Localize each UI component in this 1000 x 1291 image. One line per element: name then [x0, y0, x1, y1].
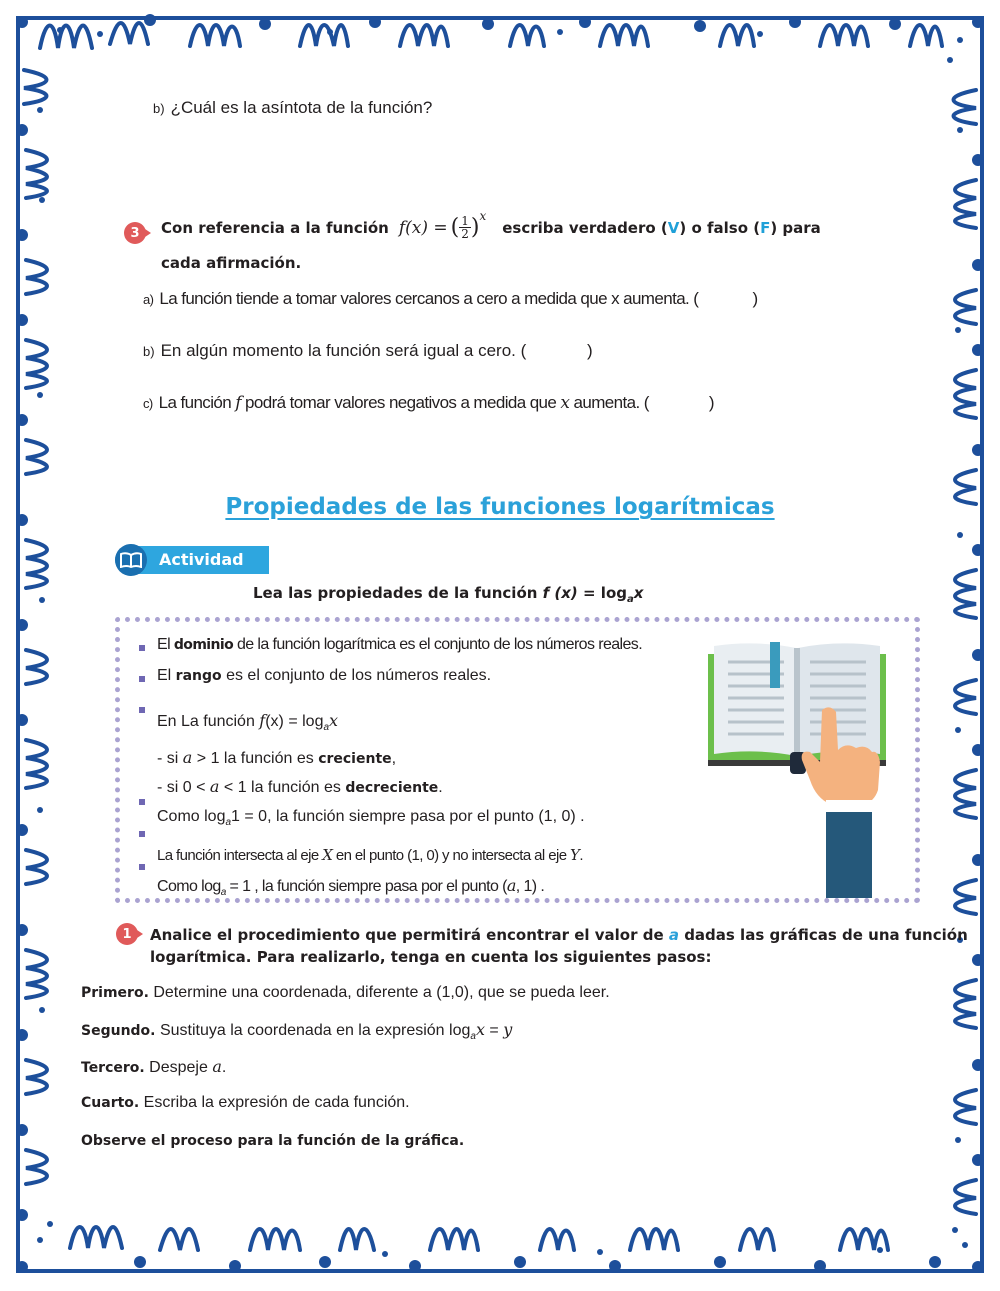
property-point-a-1	[157, 876, 544, 898]
property-point-a1-sub: a	[220, 887, 226, 899]
true-letter: V	[667, 218, 680, 237]
property-range-bold: rango	[175, 668, 222, 684]
property-range	[157, 667, 491, 685]
statement-b-close: )	[587, 341, 593, 360]
property-intersect-y: Y	[570, 846, 580, 864]
property-intersect	[157, 846, 583, 864]
statement-b	[143, 341, 593, 361]
question-b-text: ¿Cuál es la asíntota de la función?	[170, 98, 433, 117]
step-second-text: Sustituya la coordenada en la expresión log	[155, 1022, 471, 1039]
activity-label-text: Actividad	[159, 550, 244, 569]
property-point-a1-c: , 1) .	[515, 878, 545, 895]
exercise-1-line1-b: dadas las gráficas de una función	[678, 926, 968, 944]
step-first-text: Determine una coordenada, diferente a (1,0), que se pueda leer.	[148, 984, 610, 1001]
statement-c-letter: c)	[143, 396, 153, 411]
property-increasing-bold: creciente	[318, 751, 392, 767]
exercise-3-instruction-b: ) o falso (	[679, 218, 761, 237]
exercise-1-number: 1	[122, 926, 132, 942]
statement-c-x: x	[560, 393, 570, 413]
property-function-sub: a	[323, 722, 330, 734]
property-decreasing-var: a	[209, 777, 220, 796]
bullet	[139, 831, 145, 837]
activity-subtitle-x: x	[633, 584, 644, 602]
false-letter: F	[760, 218, 771, 237]
exercise-3-intro: Con referencia a la función	[161, 218, 389, 237]
step-second-label: Segundo.	[81, 1023, 156, 1039]
exercise-3-instruction-c: ) para	[770, 218, 821, 237]
step-third-end: .	[221, 1059, 227, 1076]
statement-c-text-b: podrá tomar valores negativos a medida que	[240, 393, 561, 412]
bullet	[139, 799, 145, 805]
statement-c	[143, 393, 714, 413]
property-domain-b: de la función logarítmica es el conjunto de los números reales.	[233, 636, 643, 653]
step-third-text: Despeje	[144, 1059, 213, 1076]
property-decreasing-c: .	[438, 779, 443, 796]
formula-exponent: x	[479, 208, 487, 223]
step-second-x: x	[475, 1020, 485, 1039]
property-point-a1-a: Como log	[157, 878, 221, 895]
closing-note	[81, 1132, 464, 1150]
property-increasing-b: > 1 la función es	[192, 750, 319, 767]
step-third	[81, 1057, 226, 1077]
exercise-1-badge	[116, 923, 138, 945]
exercise-3-badge	[124, 222, 146, 244]
step-third-label: Tercero.	[81, 1060, 145, 1076]
exercise-1-line2: logarítmica. Para realizarlo, tenga en cuenta los siguientes pasos:	[150, 948, 712, 966]
property-point-a1-var: a	[506, 876, 516, 895]
step-second-sub: a	[470, 1031, 476, 1043]
property-range-a: El	[157, 667, 176, 684]
statement-c-close: )	[708, 393, 714, 412]
exercise-1-line1	[150, 926, 968, 944]
statement-c-f: f	[235, 393, 241, 413]
property-decreasing	[157, 777, 443, 797]
property-increasing-c: ,	[391, 750, 397, 767]
exercise-3-instruction-a: escriba verdadero (	[502, 218, 668, 237]
statement-b-text: En algún momento la función será igual a cero. (	[160, 341, 527, 360]
statement-a	[143, 289, 758, 309]
activity-label	[115, 546, 269, 574]
step-third-var: a	[212, 1057, 222, 1076]
property-point-a: Como log	[157, 808, 226, 825]
property-function-b: (x) = log	[265, 713, 324, 730]
step-first	[81, 984, 610, 1002]
step-fourth	[81, 1094, 410, 1112]
closing-note-text: Observe el proceso para la función de la gráfica.	[81, 1133, 465, 1149]
formula-fraction	[459, 215, 471, 240]
property-domain-a: El	[157, 636, 174, 653]
question-b-letter: b)	[153, 101, 165, 116]
exercise-3-instruction-line2: cada afirmación.	[161, 254, 302, 272]
formula-fraction-num: 1	[461, 214, 469, 228]
statement-a-letter: a)	[143, 292, 154, 307]
activity-subtitle-a: Lea las propiedades de la función	[253, 584, 543, 602]
activity-subtitle	[253, 584, 643, 605]
property-decreasing-a: - si 0 <	[157, 779, 210, 796]
property-range-b: es el conjunto de los números reales.	[221, 667, 492, 684]
formula-fraction-den: 2	[461, 227, 469, 241]
property-increasing-a: - si	[157, 750, 183, 767]
statement-c-text-a: La función	[158, 393, 236, 412]
step-second-y: y	[503, 1020, 513, 1039]
property-increasing-var: a	[182, 748, 193, 767]
property-function-f: f	[259, 711, 266, 730]
book-illustration	[706, 640, 891, 898]
exercise-3-formula: f(x) = ( $\frac{1}{2}$ ) x	[398, 208, 487, 241]
property-function-x: x	[329, 711, 339, 730]
activity-subtitle-sub: a	[627, 594, 634, 605]
property-domain-bold: dominio	[173, 637, 234, 653]
section-title: Propiedades de las funciones logarítmicas	[225, 494, 775, 520]
property-function	[157, 711, 338, 733]
exercise-3-instruction	[161, 208, 821, 241]
bullet	[139, 864, 145, 870]
property-intersect-x: X	[322, 846, 333, 864]
step-fourth-label: Cuarto.	[81, 1095, 140, 1111]
activity-subtitle-b: = log	[577, 584, 627, 602]
property-decreasing-bold: decreciente	[345, 780, 439, 796]
bullet	[139, 645, 145, 651]
formula-func-label: f(x) =	[398, 217, 448, 238]
property-intersect-c: .	[579, 847, 583, 864]
bullet	[139, 676, 145, 682]
exercise-3-number: 3	[130, 225, 140, 241]
statement-c-text-c: aumenta. (	[569, 393, 649, 412]
statement-a-text: La función tiende a tomar valores cercanos a cero a medida que x aumenta. (	[159, 289, 699, 308]
property-decreasing-b: < 1 la función es	[219, 779, 346, 796]
property-function-a: En La función	[157, 713, 260, 730]
bullet	[139, 707, 145, 713]
statement-b-letter: b)	[143, 344, 155, 359]
property-intersect-a: La función intersecta al eje	[157, 847, 323, 864]
property-domain	[157, 636, 642, 654]
question-b	[153, 98, 432, 118]
activity-subtitle-f: f (x)	[542, 584, 578, 602]
step-fourth-text: Escriba la expresión de cada función.	[139, 1094, 410, 1111]
property-point-b: 1 = 0, la función siempre pasa por el punto (1, 0) .	[231, 808, 585, 825]
property-point-1-0	[157, 808, 585, 828]
step-second	[81, 1020, 512, 1042]
step-first-label: Primero.	[81, 985, 149, 1001]
statement-a-close: )	[752, 289, 758, 308]
property-increasing	[157, 748, 396, 768]
exercise-1-line1-a: Analice el procedimiento que permitirá encontrar el valor de	[150, 926, 669, 944]
open-book-icon	[115, 544, 147, 576]
property-point-sub: a	[225, 817, 232, 829]
property-intersect-b: en el punto (1, 0) y no intersecta al eje	[332, 847, 571, 864]
property-point-a1-b: = 1 , la función siempre pasa por el punto (	[225, 878, 507, 895]
step-second-eq: =	[484, 1022, 504, 1039]
exercise-1-var: a	[668, 926, 679, 944]
